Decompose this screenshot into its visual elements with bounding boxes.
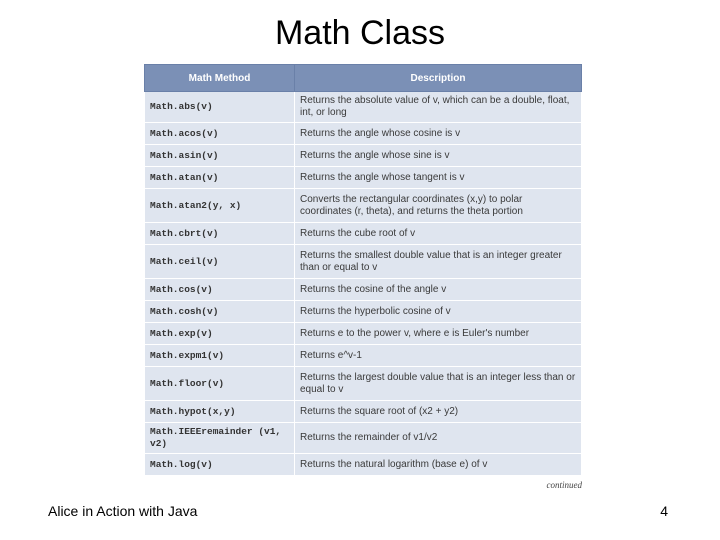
table-row [145,279,582,301]
table-row [145,167,582,189]
slide-title: Math Class [274,14,446,52]
table-row [145,301,582,323]
table-row [145,145,582,167]
table-row [145,189,582,223]
description-cell: Returns the angle whose tangent is v [295,167,582,189]
description-cell: Returns the angle whose cosine is v [295,123,582,145]
table-row [145,401,582,423]
table-row [145,245,582,279]
table-row [145,323,582,345]
description-cell: Returns the cosine of the angle v [295,279,582,301]
header-description: Description [295,65,582,92]
footer-book-title: Alice in Action with Java [48,503,198,519]
description-cell: Returns the smallest double value that is an integer greater than or equal to v [295,245,582,279]
method-cell: Math.atan2(y, x) [145,189,295,223]
description-cell: Returns the hyperbolic cosine of v [295,301,582,323]
page-number: 4 [660,503,668,519]
math-methods-table [144,64,582,476]
method-cell: Math.asin(v) [145,145,295,167]
method-cell: Math.atan(v) [145,167,295,189]
description-cell: Converts the rectangular coordinates (x,y) to polar coordinates (r, theta), and returns the theta portion [295,189,582,223]
table-row [145,223,582,245]
continued-label: continued [546,480,582,490]
table-row [145,367,582,401]
method-cell: Math.exp(v) [145,323,295,345]
description-cell: Returns the angle whose sine is v [295,145,582,167]
description-cell: Returns e^v-1 [295,345,582,367]
method-cell: Math.log(v) [145,454,295,476]
method-cell: Math.floor(v) [145,367,295,401]
description-cell: Returns the cube root of v [295,223,582,245]
method-cell: Math.cosh(v) [145,301,295,323]
method-cell: Math.expm1(v) [145,345,295,367]
table-row [145,423,582,454]
table-row [145,345,582,367]
table-row [145,454,582,476]
table-row [145,123,582,145]
description-cell: Returns the natural logarithm (base e) of v [295,454,582,476]
method-cell: Math.cbrt(v) [145,223,295,245]
method-cell: Math.cos(v) [145,279,295,301]
method-cell: Math.IEEEremainder (v1, v2) [145,423,295,454]
method-cell: Math.acos(v) [145,123,295,145]
description-cell: Returns the remainder of v1/v2 [295,423,582,454]
table-header-row [145,65,582,92]
description-cell: Returns the absolute value of v, which can be a double, float, int, or long [295,92,582,123]
description-cell: Returns the largest double value that is an integer less than or equal to v [295,367,582,401]
table-row [145,92,582,123]
method-cell: Math.abs(v) [145,92,295,123]
description-cell: Returns the square root of (x2 + y2) [295,401,582,423]
description-cell: Returns e to the power v, where e is Euler's number [295,323,582,345]
header-math-method: Math Method [145,65,295,92]
method-cell: Math.ceil(v) [145,245,295,279]
method-cell: Math.hypot(x,y) [145,401,295,423]
